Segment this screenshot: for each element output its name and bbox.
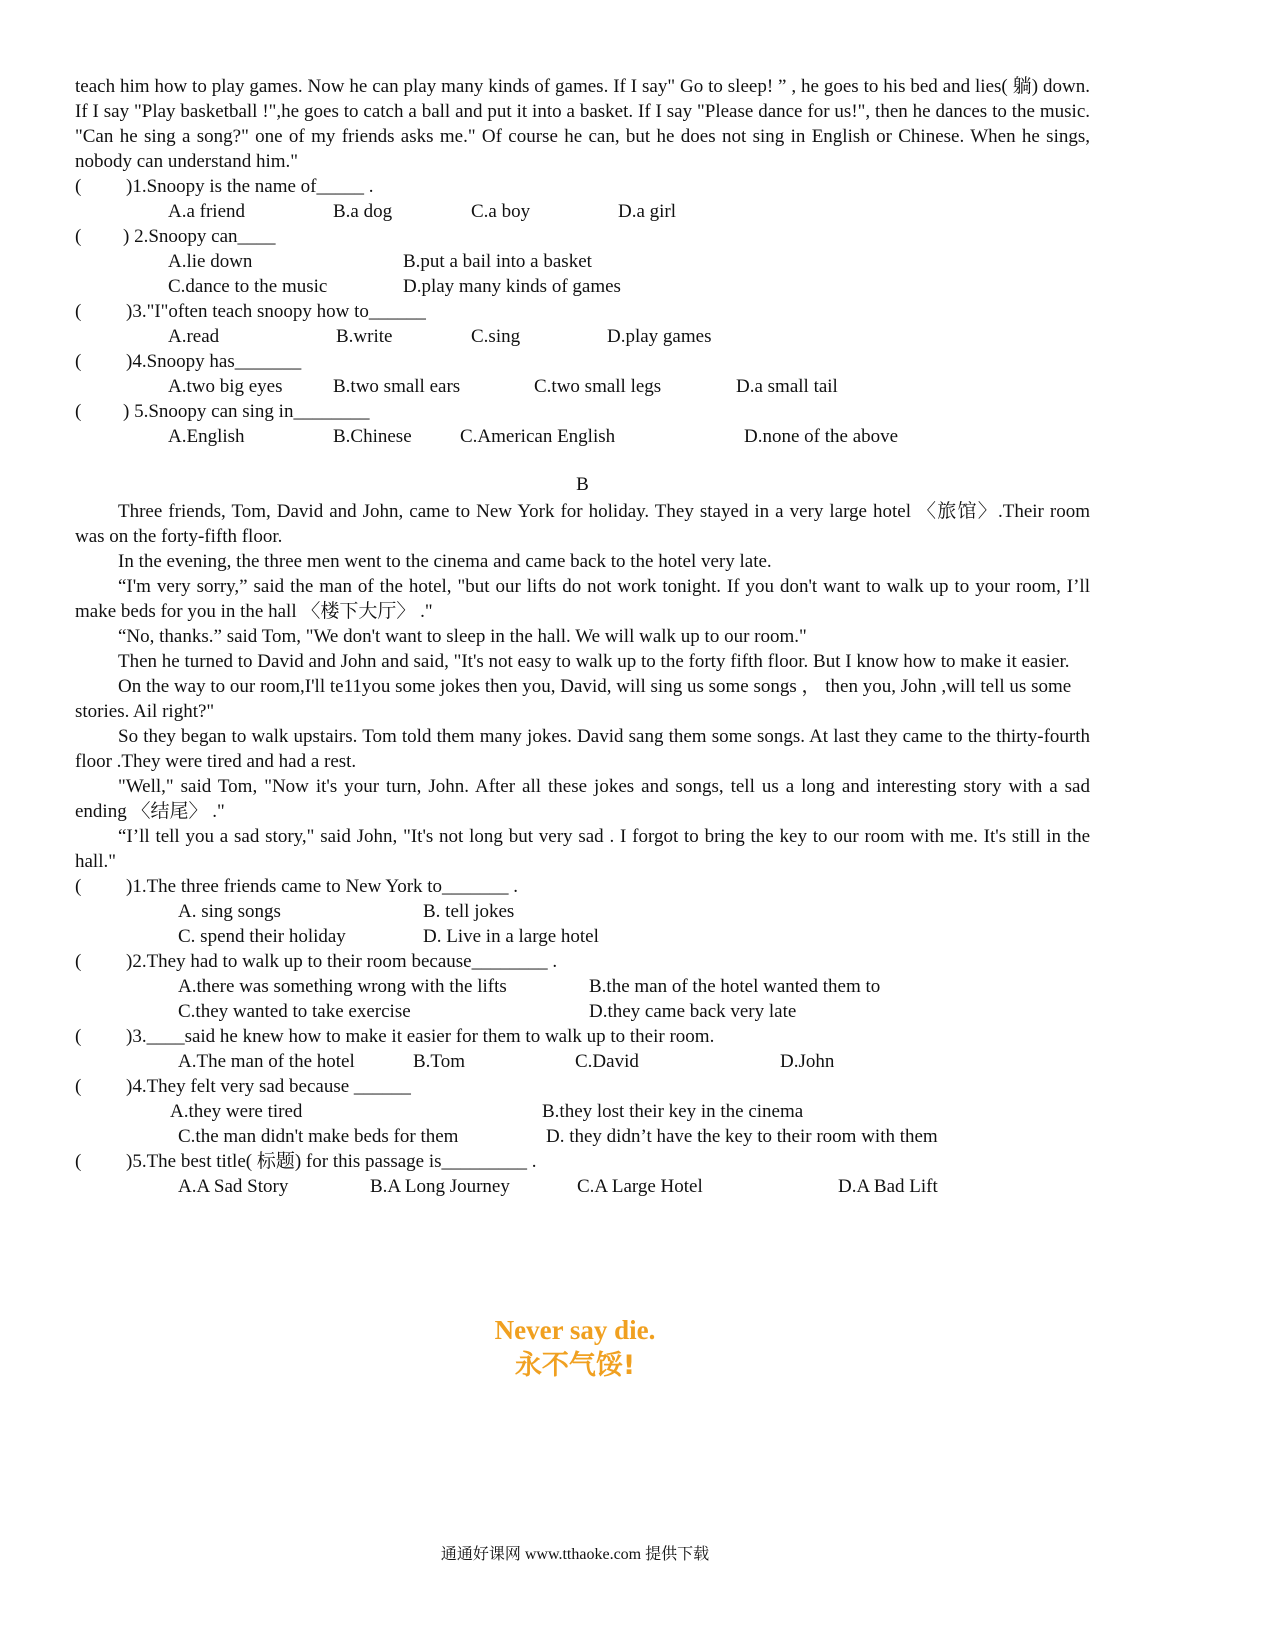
question-a5	[75, 399, 1090, 424]
option-a: A. sing songs	[178, 901, 281, 922]
options-row	[75, 1049, 1090, 1074]
option-c: C. spend their holiday	[178, 926, 346, 947]
option-b: B.write	[336, 326, 393, 347]
option-b: B.put a bail into a basket	[403, 251, 592, 272]
question-a4	[75, 349, 1090, 374]
question-a3	[75, 299, 1090, 324]
motto-chinese: 永不气馁!	[514, 1350, 636, 1381]
option-d: D.a girl	[618, 201, 677, 222]
option-b: B.they lost their key in the cinema	[542, 1101, 804, 1122]
options-row	[75, 974, 1090, 999]
options-row	[75, 274, 1090, 299]
option-c: C.they wanted to take exercise	[178, 1001, 411, 1022]
option-c: C.two small legs	[534, 376, 662, 397]
option-a: A.English	[168, 426, 245, 447]
option-a: A.The man of the hotel	[178, 1051, 355, 1072]
option-c: C.the man didn't make beds for them	[178, 1126, 459, 1147]
passage-b-paragraph: “No, thanks.” said Tom, "We don't want to sleep in the hall. We will walk up to our room."	[118, 626, 807, 647]
answer-paren: (	[75, 951, 82, 972]
answer-paren: (	[75, 226, 82, 247]
passage-b-paragraph: In the evening, the three men went to the cinema and came back to the hotel very late.	[118, 551, 772, 572]
option-a: A.A Sad Story	[178, 1176, 289, 1197]
question-stem: )1.The three friends came to New York to_______ .	[126, 876, 519, 897]
passage-b-paragraph: “I'm very sorry,” said the man of the hotel, "but our lifts do not work tonight. If you don't want to walk up to your room, I’ll make beds for you in the hall 〈楼下大厅〉 ."	[75, 576, 1090, 622]
options-row	[75, 899, 1090, 924]
option-d: D.John	[780, 1051, 835, 1072]
question-stem: )4.They felt very sad because ______	[126, 1076, 411, 1097]
option-b: B.Tom	[413, 1051, 465, 1072]
answer-paren: (	[75, 1151, 82, 1172]
question-stem: )3."I"often teach snoopy how to______	[126, 301, 426, 322]
page-footer: 通通好课网 www.tthaoke.com 提供下载	[440, 1546, 710, 1563]
answer-paren: (	[75, 876, 82, 897]
passage-a-paragraph: teach him how to play games. Now he can play many kinds of games. If I say" Go to sleep! ” , he goes to his bed and lies( 躺) down. If I say "Play basketball !",he goes to catch a ball and put it into a basket. If I say "Please dance for us!", then he dances to the music. "Can he sing a song?" one of my friends asks me." Of course he can, but he does not sing in English or Chinese. When he sings, nobody can understand him."	[75, 76, 1090, 172]
question-a1	[75, 174, 1090, 199]
option-d: D. Live in a large hotel	[423, 926, 599, 947]
option-d: D.they came back very late	[589, 1001, 797, 1022]
question-b5	[75, 1149, 1090, 1174]
passage-b-paragraph: On the way to our room,I'll te11you some jokes then you, David, will sing us some songs ， then you, John ,will tell us some stories. Ail right?"	[75, 676, 1072, 722]
option-b: B.Chinese	[333, 426, 412, 447]
options-row	[75, 1099, 1090, 1124]
answer-paren: (	[75, 1076, 82, 1097]
option-c: C.a boy	[471, 201, 531, 222]
questions-a	[75, 174, 1090, 449]
option-a: A.lie down	[168, 251, 253, 272]
option-c: C.A Large Hotel	[577, 1176, 703, 1197]
question-stem: ) 2.Snoopy can____	[123, 226, 276, 247]
passage-b-paragraph: So they began to walk upstairs. Tom told them many jokes. David sang them some songs. At last they came to the thirty-fourth floor .They were tired and had a rest.	[75, 726, 1090, 772]
option-b: B.A Long Journey	[370, 1176, 510, 1197]
worksheet	[75, 74, 1090, 1199]
option-b: B. tell jokes	[423, 901, 515, 922]
options-row	[75, 424, 1090, 449]
option-d: D.A Bad Lift	[838, 1176, 938, 1197]
passage-b	[75, 499, 1090, 874]
section-title: B	[576, 474, 589, 495]
question-b2	[75, 949, 1090, 974]
option-b: B.a dog	[333, 201, 393, 222]
option-a: A.read	[168, 326, 220, 347]
question-stem: )2.They had to walk up to their room because________ .	[126, 951, 558, 972]
answer-paren: (	[75, 401, 82, 422]
question-b3	[75, 1024, 1090, 1049]
option-c: C.sing	[471, 326, 521, 347]
question-a2	[75, 224, 1090, 249]
option-d: D.play games	[607, 326, 712, 347]
options-row	[75, 999, 1090, 1024]
answer-paren: (	[75, 1026, 82, 1047]
answer-paren: (	[75, 176, 82, 197]
question-stem: )5.The best title( 标题) for this passage is_________ .	[126, 1151, 537, 1172]
options-row	[75, 1124, 1090, 1149]
option-c: C.dance to the music	[168, 276, 328, 297]
option-b: B.the man of the hotel wanted them to	[589, 976, 881, 997]
question-b1	[75, 874, 1090, 899]
options-row	[75, 249, 1090, 274]
question-stem: )4.Snoopy has_______	[126, 351, 302, 372]
option-a: A.a friend	[168, 201, 246, 222]
motto-english: Never say die.	[494, 1315, 656, 1345]
option-c: C.American English	[460, 426, 616, 447]
answer-paren: (	[75, 301, 82, 322]
passage-b-paragraph: Three friends, Tom, David and John, came to New York for holiday. They stayed in a very large hotel 〈旅馆〉.Their room was on the forty-fifth floor.	[75, 501, 1090, 547]
option-a: A.they were tired	[170, 1101, 303, 1122]
option-d: D.none of the above	[744, 426, 899, 447]
option-a: A.there was something wrong with the lifts	[178, 976, 507, 997]
options-row	[75, 199, 1090, 224]
question-stem: ) 5.Snoopy can sing in________	[123, 401, 370, 422]
passage-b-paragraph: "Well," said Tom, "Now it's your turn, John. After all these jokes and songs, tell us a long and interesting story with a sad ending 〈结尾〉 ."	[75, 776, 1090, 822]
option-d: D.a small tail	[736, 376, 838, 397]
passage-b-paragraph: “I’ll tell you a sad story," said John, "It's not long but very sad . I forgot to bring the key to our room with me. It's still in the hall."	[75, 826, 1090, 872]
option-d: D.play many kinds of games	[403, 276, 621, 297]
options-row	[75, 924, 1090, 949]
option-a: A.two big eyes	[168, 376, 283, 397]
option-b: B.two small ears	[333, 376, 461, 397]
option-c: C.David	[575, 1051, 639, 1072]
passage-b-paragraph: Then he turned to David and John and said, "It's not easy to walk up to the forty fifth floor. But I know how to make it easier.	[118, 651, 1070, 672]
question-stem: )3.____said he knew how to make it easier for them to walk up to their room.	[126, 1026, 715, 1047]
question-b4	[75, 1074, 1090, 1099]
options-row	[75, 1174, 1090, 1199]
options-row	[75, 324, 1090, 349]
questions-b	[75, 874, 1090, 1199]
question-stem: )1.Snoopy is the name of_____ .	[126, 176, 374, 197]
answer-paren: (	[75, 351, 82, 372]
option-d: D. they didn’t have the key to their room with them	[546, 1126, 938, 1147]
options-row	[75, 374, 1090, 399]
